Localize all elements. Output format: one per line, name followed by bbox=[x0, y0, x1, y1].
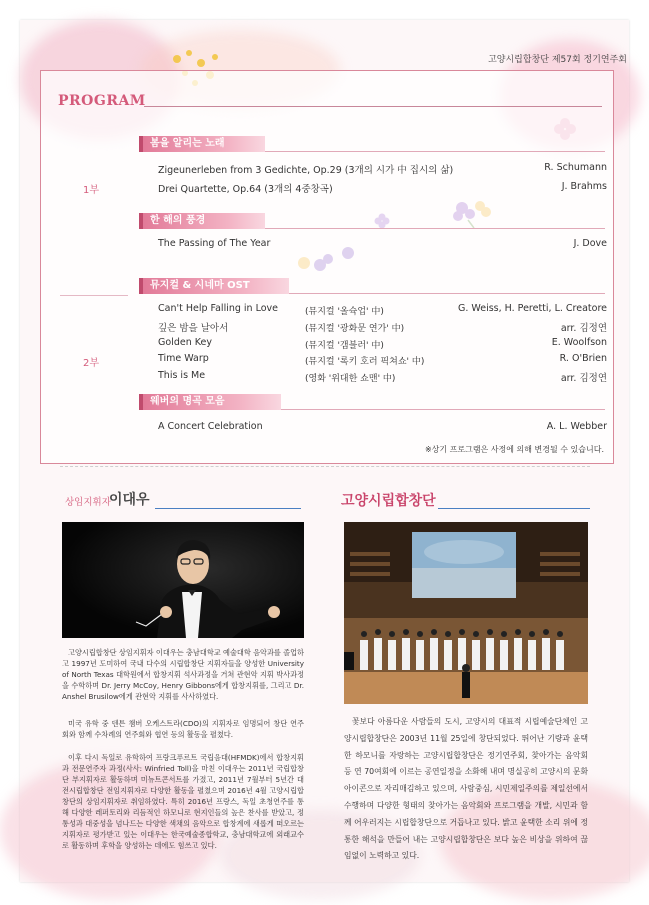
section-header-spring: 봄을 알리는 노래 bbox=[139, 136, 265, 152]
program-item-title: Drei Quartette, Op.64 (3개의 4중창곡) bbox=[158, 184, 333, 195]
program-item-title: Golden Key bbox=[158, 337, 212, 348]
part-divider bbox=[60, 295, 128, 296]
program-item-title: The Passing of The Year bbox=[158, 238, 271, 249]
program-title: PROGRAM bbox=[58, 93, 146, 109]
program-item-title: A Concert Celebration bbox=[158, 421, 263, 432]
program-change-notice: ※상기 프로그램은 사정에 의해 변경될 수 있습니다. bbox=[424, 445, 604, 454]
section-rule bbox=[265, 228, 605, 229]
program-item-source: (뮤지컬 '올슉업' 中) bbox=[305, 307, 384, 317]
program-item-composer: J. Brahms bbox=[561, 181, 607, 192]
conductor-title-rule bbox=[155, 508, 301, 509]
program-item-title: 깊은 밤을 날아서 bbox=[158, 323, 229, 334]
program-item-title: Can't Help Falling in Love bbox=[158, 303, 278, 314]
program-item-source: (영화 '위대한 쇼맨' 中) bbox=[305, 374, 396, 384]
section-header-landscape: 한 해의 풍경 bbox=[139, 213, 265, 229]
program-title-rule bbox=[144, 106, 602, 107]
conductor-bio-paragraph: 고양시립합창단 상임지휘자 이대우는 충남대학교 예술대학 음악과를 졸업하고 1997년 도미하여 국내 다수의 시립합창단 지휘자들을 양성한 University of North Texas 대학원에서 합창지휘 석사과정을 거쳐 관현악 지휘 박사과정을 수학하며 Dr. Jerry McCoy, Henry Gibbons에게 합창지휘를, 그리고 Dr. Anshel Brusilow에게 관현악 지휘를 사사하였다. bbox=[62, 648, 304, 701]
program-item-title: This is Me bbox=[158, 370, 206, 381]
part-1-label: 1부 bbox=[83, 185, 100, 196]
section-header-musical: 뮤지컬 & 시네마 OST bbox=[139, 278, 289, 294]
section-rule bbox=[265, 151, 605, 152]
program-item-source: (뮤지컬 '록키 호러 픽쳐쇼' 中) bbox=[305, 357, 425, 367]
program-item-title: Time Warp bbox=[158, 353, 209, 364]
part-2-label: 2부 bbox=[83, 358, 100, 369]
conductor-label: 상임지휘자 bbox=[65, 497, 111, 508]
choir-photo bbox=[344, 522, 588, 704]
program-item-composer: G. Weiss, H. Peretti, L. Creatore bbox=[458, 303, 607, 314]
program-frame bbox=[40, 70, 614, 464]
program-item-composer: arr. 김정연 bbox=[560, 373, 607, 384]
program-item-title: Zigeunerleben from 3 Gedichte, Op.29 (3개의 시가 中 집시의 삶) bbox=[158, 165, 454, 176]
program-item-composer: J. Dove bbox=[573, 238, 607, 249]
program-item-source: (뮤지컬 '갬블러' 中) bbox=[305, 341, 384, 351]
conductor-bio-paragraph: 이후 다시 독일로 유학하여 프랑크푸르트 국립음대(HFMDK)에서 합창지휘과 전문연주자 과정(사사: Winfried Toll)을 마친 이대우는 2011년 국립합창단 부지휘자로 활동하며 미뉴트콘서트를 가졌고, 2011년 7월부터 5년간 대전시립합창단 전임지휘자로 다양한 활동을 펼쳤으며 2016년 4월 고양시립합창단의 상임지휘자로 취임하였다. 특히 2016년 프랑스, 독일 초청연주를 통해 다양한 레퍼토리와 리듬적인 하모니로 현지인들의 높은 찬사를 받았고, 정통성과 대중성을 넘나드는 다양한 색채의 음악으로 합창계에 새롭게 떠오르는 지휘자로 평가받고 있는 이대우는 한국예술종합학교, 충남대학교에 외래교수로 활동하며 후학을 양성하는 데에도 힘쓰고 있다. bbox=[62, 753, 304, 850]
conductor-photo bbox=[62, 522, 304, 638]
section-rule bbox=[281, 409, 605, 410]
program-item-composer: A. L. Webber bbox=[546, 421, 607, 432]
program-item-composer: arr. 김정연 bbox=[560, 323, 607, 334]
section-rule bbox=[289, 293, 605, 294]
program-item-composer: R. O'Brien bbox=[559, 353, 607, 364]
choir-title-rule bbox=[438, 508, 590, 509]
concert-edition: 고양시립합창단 제57회 정기연주회 bbox=[488, 55, 627, 65]
program-item-composer: R. Schumann bbox=[544, 162, 607, 173]
section-header-webber: 웨버의 명곡 모음 bbox=[139, 394, 281, 410]
choir-bio-paragraph: 꽃보다 아름다운 사람들의 도시, 고양시의 대표적 시립예술단체인 고양시립합창단은 2003년 11월 25일에 창단되었다. 뛰어난 기량과 윤택한 하모니를 자랑하는 고양시립합창단은 정기연주회, 찾아가는 음악회 등 연 70여회에 이르는 공연일정을 소화해 내며 명실공히 고양시의 문화 아이콘으로 자리매김하고 있으며, 사람중심, 시민제일주의를 제일선에서 수행하며 다양한 형태의 찾아가는 음악회와 프로그램을 개발, 시민과 함께 어우러지는 시립합창단으로 거듭나고 있다. 밝고 윤택한 소리 위에 정통한 해석을 만들어 내는 고양시립합창단은 보다 높은 비상을 위하여 끊임없이 노력하고 있다. bbox=[344, 717, 588, 861]
conductor-name: 이대우 bbox=[109, 492, 150, 508]
program-item-source: (뮤지컬 '광화문 연가' 中) bbox=[305, 324, 405, 334]
conductor-bio-paragraph: 미국 유학 중 덴튼 챔버 오케스트라(CDO)의 지휘자로 임명되어 창단 연주회와 함께 수차례의 연주회와 협연 등의 활동을 펼쳤다. bbox=[62, 719, 304, 739]
dashed-divider bbox=[60, 466, 590, 467]
choir-title: 고양시립합창단 bbox=[341, 493, 436, 509]
program-item-composer: E. Woolfson bbox=[551, 337, 607, 348]
